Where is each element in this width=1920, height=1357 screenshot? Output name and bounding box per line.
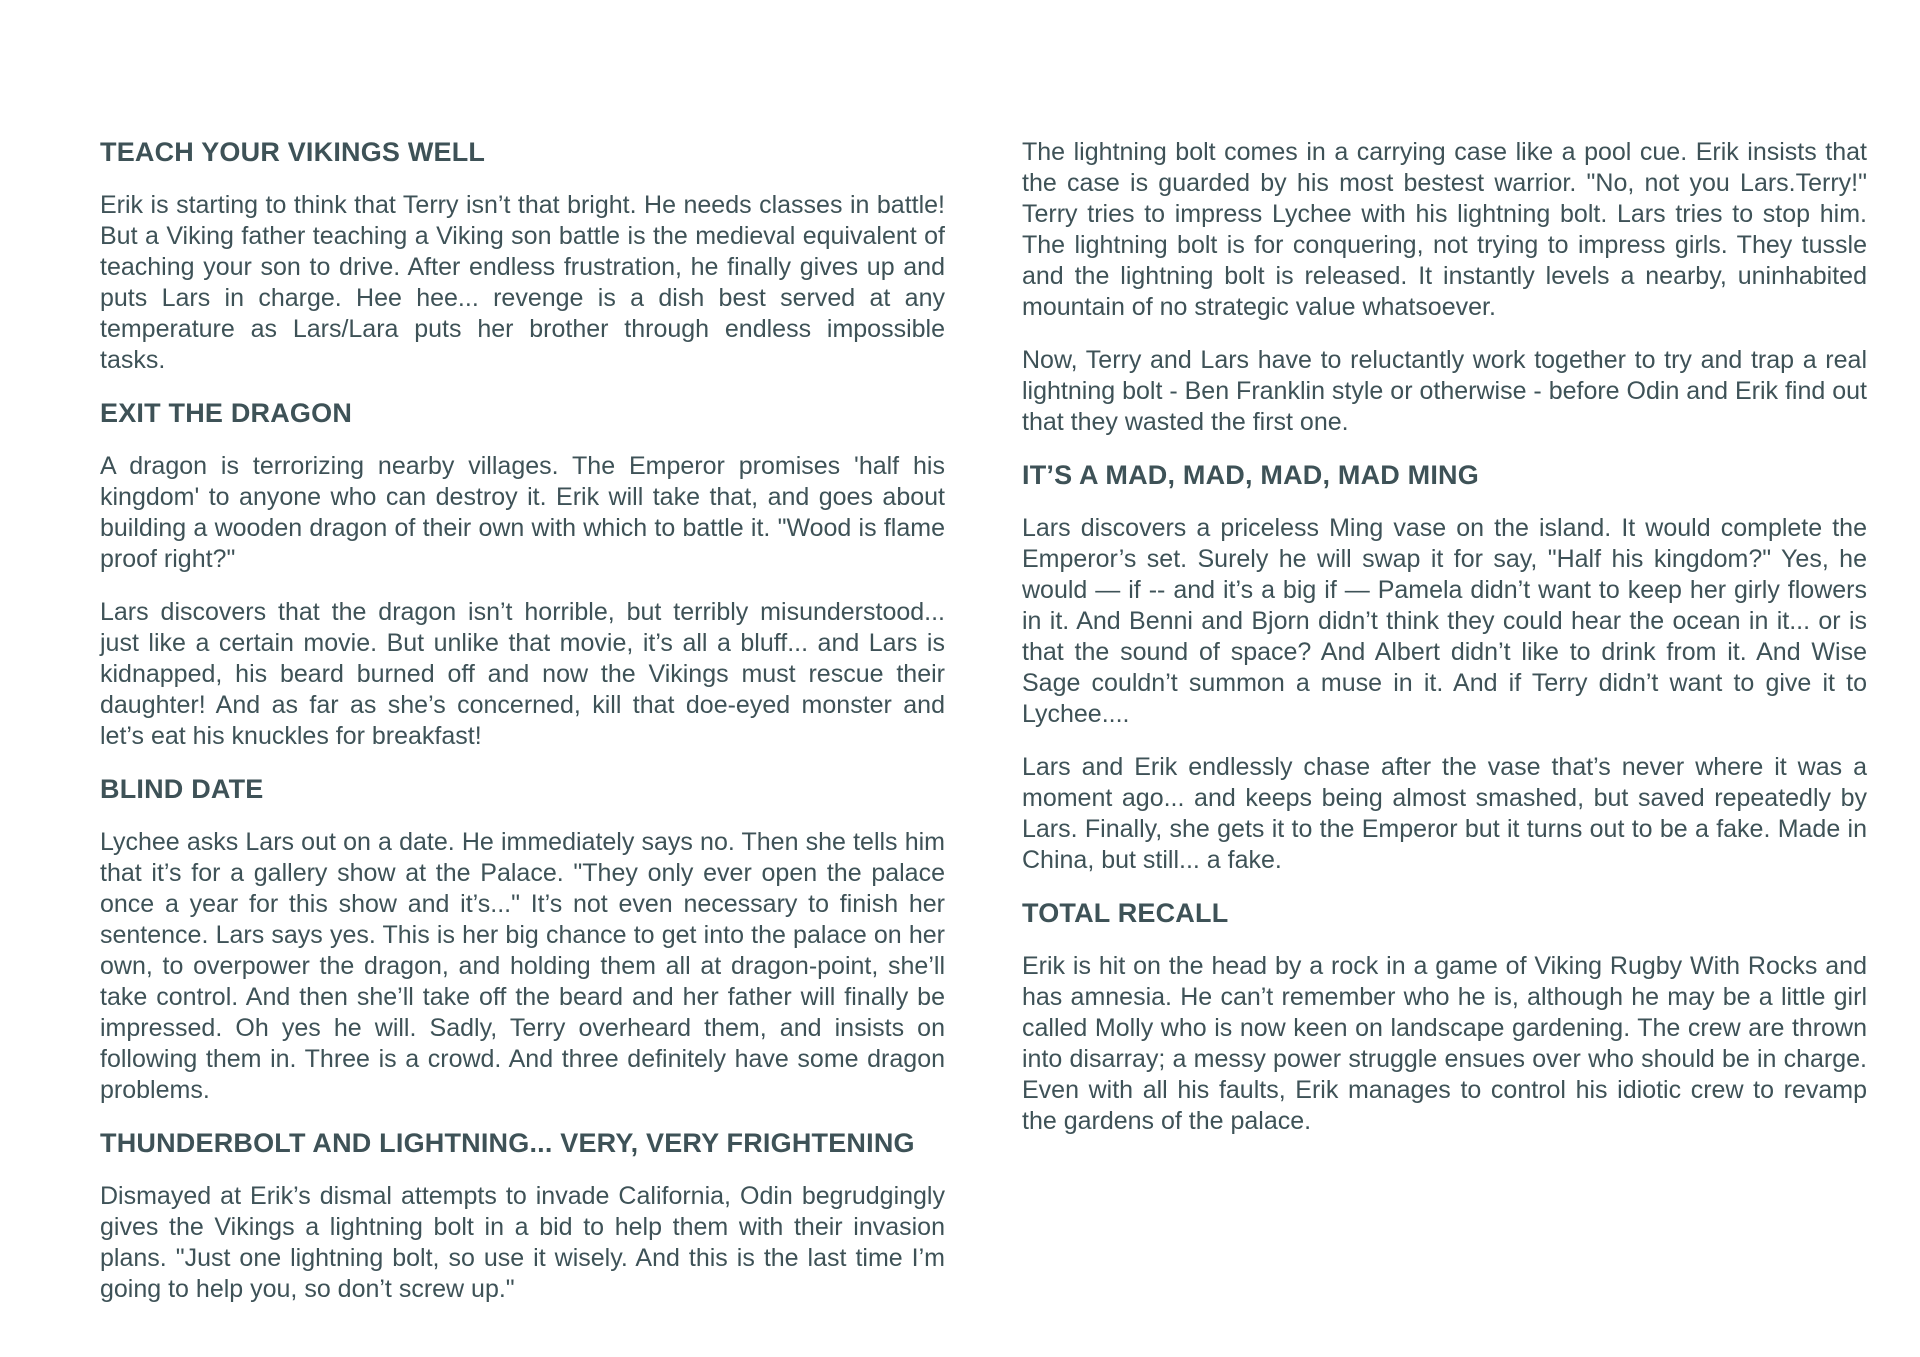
- paragraph: Lars and Erik endlessly chase after the vase that’s never where it was a moment ago... and keeps being almost smashed, but saved repeatedly by Lars. Finally, she gets it to the Emperor but it turns out to be a fake. Made in China, but still... a fake.: [1022, 753, 1867, 874]
- left-column: [100, 137, 945, 1327]
- paragraph: Dismayed at Erik’s dismal attempts to invade California, Odin begrudgingly gives the Vikings a lightning bolt in a bid to help them with their invasion plans. "Just one lightning bolt, so use it wisely. And this is the last time I’m going to help you, so don’t screw up.": [100, 1182, 945, 1303]
- paragraph: Erik is hit on the head by a rock in a game of Viking Rugby With Rocks and has amnesia. He can’t remember who he is, although he may be a little girl called Molly who is now keen on landscape gardening. The crew are thrown into disarray; a messy power struggle ensues over who should be in charge. Even with all his faults, Erik manages to control his idiotic crew to revamp the gardens of the palace.: [1022, 952, 1867, 1135]
- section-heading-its-a-mad-mad-mad-mad-ming: IT’S A MAD, MAD, MAD, MAD MING: [1022, 460, 1479, 490]
- paragraph: A dragon is terrorizing nearby villages. The Emperor promises 'half his kingdom' to anyone who can destroy it. Erik will take that, and goes about building a wooden dragon of their own with which to battle it. "Wood is flame proof right?": [100, 452, 945, 573]
- paragraph: Lars discovers that the dragon isn’t horrible, but terribly misunderstood... just like a certain movie. But unlike that movie, it’s all a bluff... and Lars is kidnapped, his beard burned off and now the Vikings must rescue their daughter! And as far as she’s concerned, kill that doe-eyed monster and let’s eat his knuckles for breakfast!: [100, 598, 945, 750]
- section-heading-exit-the-dragon: EXIT THE DRAGON: [100, 398, 353, 428]
- right-column: [1022, 137, 1867, 1159]
- section-heading-blind-date: BLIND DATE: [100, 774, 264, 804]
- paragraph: Now, Terry and Lars have to reluctantly work together to try and trap a real lightning bolt - Ben Franklin style or otherwise - before Odin and Erik find out that they wasted the first one.: [1022, 346, 1867, 436]
- paragraph: The lightning bolt comes in a carrying case like a pool cue. Erik insists that the case is guarded by his most bestest warrior. "No, not you Lars.Terry!" Terry tries to impress Lychee with his lightning bolt. Lars tries to stop him. The lightning bolt is for conquering, not trying to impress girls. They tussle and the lightning bolt is released. It instantly levels a nearby, uninhabited mountain of no strategic value whatsoever.: [1022, 138, 1867, 321]
- paragraph: Erik is starting to think that Terry isn’t that bright. He needs classes in battle! But a Viking father teaching a Viking son battle is the medieval equivalent of teaching your son to drive. After endless frustration, he finally gives up and puts Lars in charge. Hee hee... revenge is a dish best served at any temperature as Lars/Lara puts her brother through endless impossible tasks.: [100, 191, 945, 374]
- section-heading-total-recall: TOTAL RECALL: [1022, 898, 1229, 928]
- paragraph: Lychee asks Lars out on a date. He immediately says no. Then she tells him that it’s for a gallery show at the Palace. "They only ever open the palace once a year for this show and it’s..." It’s not even necessary to finish her sentence. Lars says yes. This is her big chance to get into the palace on her own, to overpower the dragon, and holding them all at dragon-point, she’ll take control. And then she’ll take off the beard and her father will finally be impressed. Oh yes he will. Sadly, Terry overheard them, and insists on following them in. Three is a crowd. And three definitely have some dragon problems.: [100, 828, 945, 1104]
- paragraph: Lars discovers a priceless Ming vase on the island. It would complete the Emperor’s set. Surely he will swap it for say, "Half his kingdom?" Yes, he would — if -- and it’s a big if — Pamela didn’t want to keep her girly flowers in it. And Benni and Bjorn didn’t think they could hear the ocean in it... or is that the sound of space? And Albert didn’t like to drink from it. And Wise Sage couldn’t summon a muse in it. And if Terry didn’t want to give it to Lychee....: [1022, 514, 1867, 728]
- section-heading-teach-your-vikings-well: TEACH YOUR VIKINGS WELL: [100, 137, 486, 167]
- section-heading-thunderbolt-and-lightning: THUNDERBOLT AND LIGHTNING... VERY, VERY FRIGHTENING: [100, 1128, 915, 1158]
